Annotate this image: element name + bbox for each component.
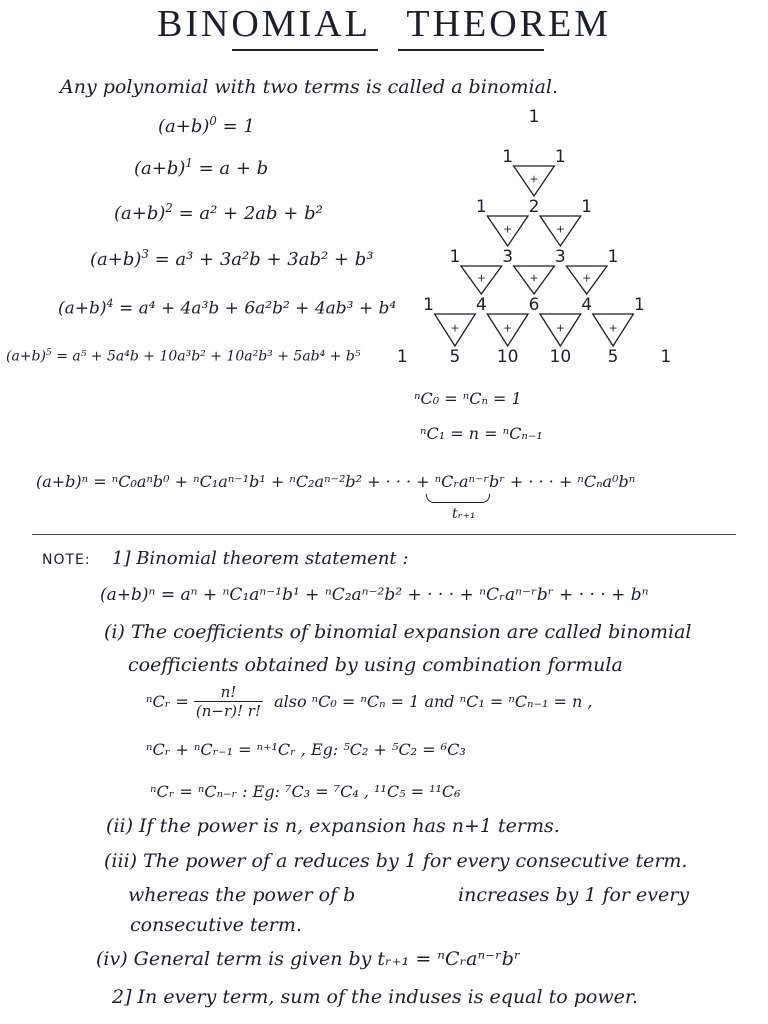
pascal-entry-r5-3: 10 [549,347,572,367]
pascal-entry-r2-0: 1 [475,197,487,217]
expansion-3: $(a+b)^3 = a^3 + 3a^2b + 3ab^2 + b^3$ [90,247,374,270]
pascal-plus-sign: + [529,172,539,186]
pascal-entry-r3-3: 1 [607,247,619,267]
pascal-plus-sign: + [555,321,565,335]
pascal-entry-r4-1: 4 [475,295,487,315]
point-i-line-2: coefficients obtained by using combination formula [128,654,623,676]
note-label: NOTE: [42,552,91,568]
pascal-entry-r0-0: 1 [528,107,540,127]
title-word-1: BINOMIAL [156,3,370,45]
pascal-plus-sign: + [450,321,460,335]
pascal-entry-r5-0: 1 [396,347,408,367]
pascal-plus-sign: + [503,222,513,236]
binomial-statement: (a+b)ⁿ = aⁿ + ⁿC₁aⁿ⁻¹b¹ + ⁿC₂aⁿ⁻²b² + · · · + ⁿCᵣaⁿ⁻ʳbʳ + · · · + bⁿ [100,585,649,605]
pascal-entry-r5-4: 5 [607,347,619,367]
point-i-line-1: (i) The coefficients of binomial expansion are called binomial [104,621,692,643]
pascal-entry-r4-4: 1 [633,295,645,315]
pascal-entry-r4-0: 1 [423,295,435,315]
pascal-entry-r3-2: 3 [554,247,566,267]
pascal-plus-sign: + [582,271,592,285]
general-expansion: (a+b)ⁿ = ⁿC₀aⁿb⁰ + ⁿC₁aⁿ⁻¹b¹ + ⁿC₂aⁿ⁻²b² + · · · + ⁿCᵣaⁿ⁻ʳbʳ + · · · + ⁿCₙa⁰bⁿ [36,472,636,491]
pascal-entry-r1-0: 1 [502,147,514,167]
title-word-2: THEOREM [406,3,612,45]
pascal-entry-r2-1: 2 [528,197,540,217]
pascal-entry-r5-1: 5 [449,347,461,367]
expansion-0: $(a+b)^0 = 1$ [158,114,255,137]
point-iii-line-3: consecutive term. [130,914,302,936]
symmetry-rule: ⁿCᵣ = ⁿCₙ₋ᵣ : Eg: ⁷C₃ = ⁷C₄ , ¹¹C₅ = ¹¹C₆ [150,782,461,801]
expansion-2: $(a+b)^2 = a^2 + 2ab + b^2$ [114,201,323,224]
point-iii-line-2b: increases by 1 for every [458,884,690,906]
identity-2: ⁿC₁ = n = ⁿCₙ₋₁ [420,424,543,443]
pascal-entry-r3-0: 1 [449,247,461,267]
expansion-5: $(a+b)^5 = a^5 + 5a^4b + 10a^3b^2 + 10a^2b^3 + 5ab^4 + b^5$ [6,348,361,365]
point-ii: (ii) If the power is n, expansion has n+1 terms. [106,815,560,837]
pascal-plus-sign: + [476,271,486,285]
pascal-entry-r5-2: 10 [496,347,519,367]
point-iii-line-1: (iii) The power of a reduces by 1 for every consecutive term. [104,850,688,872]
pascal-entry-r4-3: 4 [581,295,593,315]
note-item-2: 2] In every term, sum of the induses is equal to power. [112,986,638,1008]
pascal-rule: ⁿCᵣ + ⁿCᵣ₋₁ = ⁿ⁺¹Cᵣ , Eg: ⁵C₂ + ⁵C₂ = ⁶C₃ [146,740,466,759]
pascal-entry-r5-5: 1 [660,347,672,367]
term-label: tᵣ₊₁ [452,506,476,522]
pascal-plus-sign: + [608,321,618,335]
identity-1: ⁿC₀ = ⁿCₙ = 1 [414,389,522,408]
term-bracket [426,494,490,503]
expansion-4: $(a+b)^4 = a^4 + 4a^3b + 6a^2b^2 + 4ab^3 + b^4$ [58,297,397,319]
pascal-plus-sign: + [529,271,539,285]
point-iii-line-2a: whereas the power of b [128,884,356,906]
expansion-1: $(a+b)^1 = a + b$ [134,156,269,179]
pascal-plus-sign: + [503,321,513,335]
pascal-entry-r3-1: 3 [502,247,514,267]
point-iv: (iv) General term is given by tᵣ₊₁ = ⁿCᵣaⁿ⁻ʳbʳ [96,948,521,970]
pascal-entry-r4-2: 6 [528,295,540,315]
pascal-entry-r2-2: 1 [581,197,593,217]
ncr-formula: ⁿCᵣ = $\frac{n!}{(n-r)! r!}$ also ⁿC₀ = ⁿCₙ = 1 and ⁿC₁ = ⁿCₙ₋₁ = n , [146,683,593,720]
pascal-entry-r1-1: 1 [554,147,566,167]
section-divider [32,534,736,535]
pascal-triangle [0,0,768,420]
note-item-1-title: 1] Binomial theorem statement : [112,548,409,569]
intro-text: Any polynomial with two terms is called a binomial. [60,76,559,98]
pascal-plus-sign: + [555,222,565,236]
